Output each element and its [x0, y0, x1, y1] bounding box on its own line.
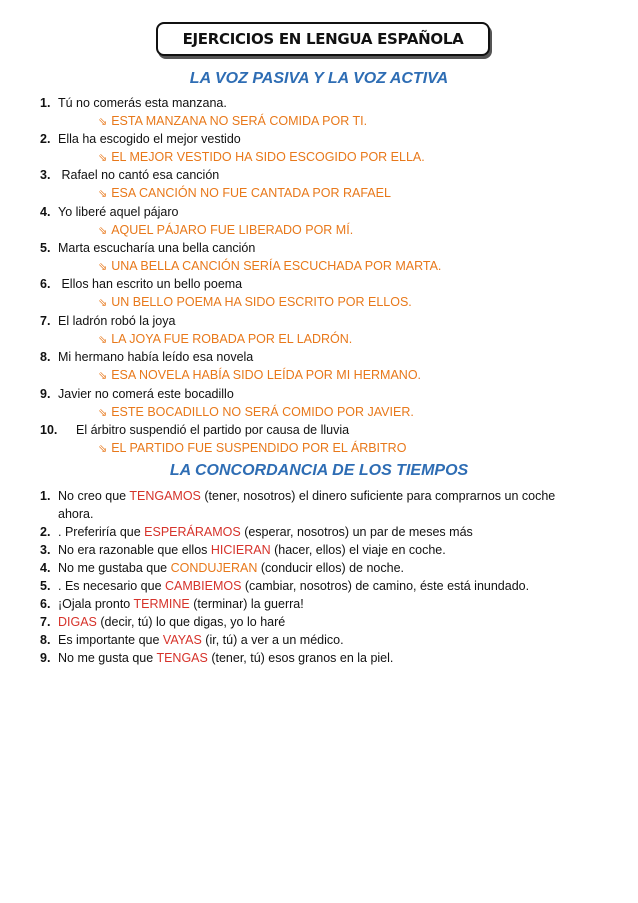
answer-line: ⇘ ESTA MANZANA NO SERÁ COMIDA POR TI. — [98, 114, 368, 128]
arrow-icon: ⇘ — [98, 152, 108, 164]
answer-line: ⇘ EL MEJOR VESTIDO HA SIDO ESCOGIDO POR ELLA. — [98, 150, 425, 164]
list-item: 6. Ellos han escrito un bello poema — [40, 277, 243, 291]
list-item: 3. Rafael no cantó esa canción — [40, 168, 220, 182]
list-item: 7. El ladrón robó la joya — [40, 314, 176, 328]
list-item: 5. Marta escucharía una bella canción — [40, 241, 256, 255]
list-item: 1. Tú no comerás esta manzana. — [40, 96, 227, 110]
list-item: 3. No era razonable que ellos HICIERAN (hacer, ellos) el viaje en coche. — [40, 543, 446, 557]
arrow-icon: ⇘ — [98, 188, 108, 200]
arrow-icon: ⇘ — [98, 261, 108, 273]
answer-line: ⇘ UN BELLO POEMA HA SIDO ESCRITO POR ELLOS. — [98, 295, 412, 309]
document-title: EJERCICIOS EN LENGUA ESPAÑOLA — [182, 30, 464, 48]
arrow-icon: ⇘ — [98, 334, 108, 346]
answer-line: ⇘ UNA BELLA CANCIÓN SERÍA ESCUCHADA POR MARTA. — [98, 259, 442, 273]
title-box — [156, 22, 490, 56]
list-item: 2. Ella ha escogido el mejor vestido — [40, 132, 241, 146]
arrow-icon: ⇘ — [98, 225, 108, 237]
answer-line: ⇘ ESA NOVELA HABÍA SIDO LEÍDA POR MI HERMANO. — [98, 368, 422, 382]
answer-line: ⇘ AQUEL PÁJARO FUE LIBERADO POR MÍ. — [98, 223, 354, 237]
list-item: 2. . Preferiría que ESPERÁRAMOS (esperar, nosotros) un par de meses más — [40, 525, 473, 539]
list-item: 6. ¡Ojala pronto TERMINE (terminar) la guerra! — [40, 597, 304, 611]
section-heading-concordancia: LA CONCORDANCIA DE LOS TIEMPOS — [169, 462, 469, 479]
list-item: 4. Yo liberé aquel pájaro — [40, 205, 179, 219]
list-item: 4. No me gustaba que CONDUJERAN (conducir ellos) de noche. — [40, 561, 404, 575]
answer-line: ⇘ EL PARTIDO FUE SUSPENDIDO POR EL ÁRBITRO — [98, 441, 407, 455]
list-item: 8. Mi hermano había leído esa novela — [40, 350, 254, 364]
section-heading-voz-pasiva: LA VOZ PASIVA Y LA VOZ ACTIVA — [189, 70, 449, 87]
answer-line: ⇘ LA JOYA FUE ROBADA POR EL LADRÓN. — [98, 332, 353, 346]
arrow-icon: ⇘ — [98, 407, 108, 419]
list-item: 10. El árbitro suspendió el partido por causa de lluvia — [40, 423, 350, 437]
list-item: 9. Javier no comerá este bocadillo — [40, 387, 234, 401]
list-item: 5. . Es necesario que CAMBIEMOS (cambiar, nosotros) de camino, éste está inundado. — [40, 579, 530, 593]
list-item: 1. No creo que TENGAMOS (tener, nosotros) el dinero suficiente para comprarnos un coche — [40, 489, 556, 503]
arrow-icon: ⇘ — [98, 297, 108, 309]
list-item: 7. DIGAS (decir, tú) lo que digas, yo lo haré — [40, 615, 286, 629]
arrow-icon: ⇘ — [98, 116, 108, 128]
answer-line: ⇘ ESTE BOCADILLO NO SERÁ COMIDO POR JAVIER. — [98, 405, 414, 419]
list-item-continuation: ahora. — [58, 507, 94, 521]
arrow-icon: ⇘ — [98, 443, 108, 455]
answer-line: ⇘ ESA CANCIÓN NO FUE CANTADA POR RAFAEL — [98, 186, 391, 200]
list-item: 8. Es importante que VAYAS (ir, tú) a ver a un médico. — [40, 633, 344, 647]
list-item: 9. No me gusta que TENGAS (tener, tú) esos granos en la piel. — [40, 651, 394, 665]
arrow-icon: ⇘ — [98, 370, 108, 382]
